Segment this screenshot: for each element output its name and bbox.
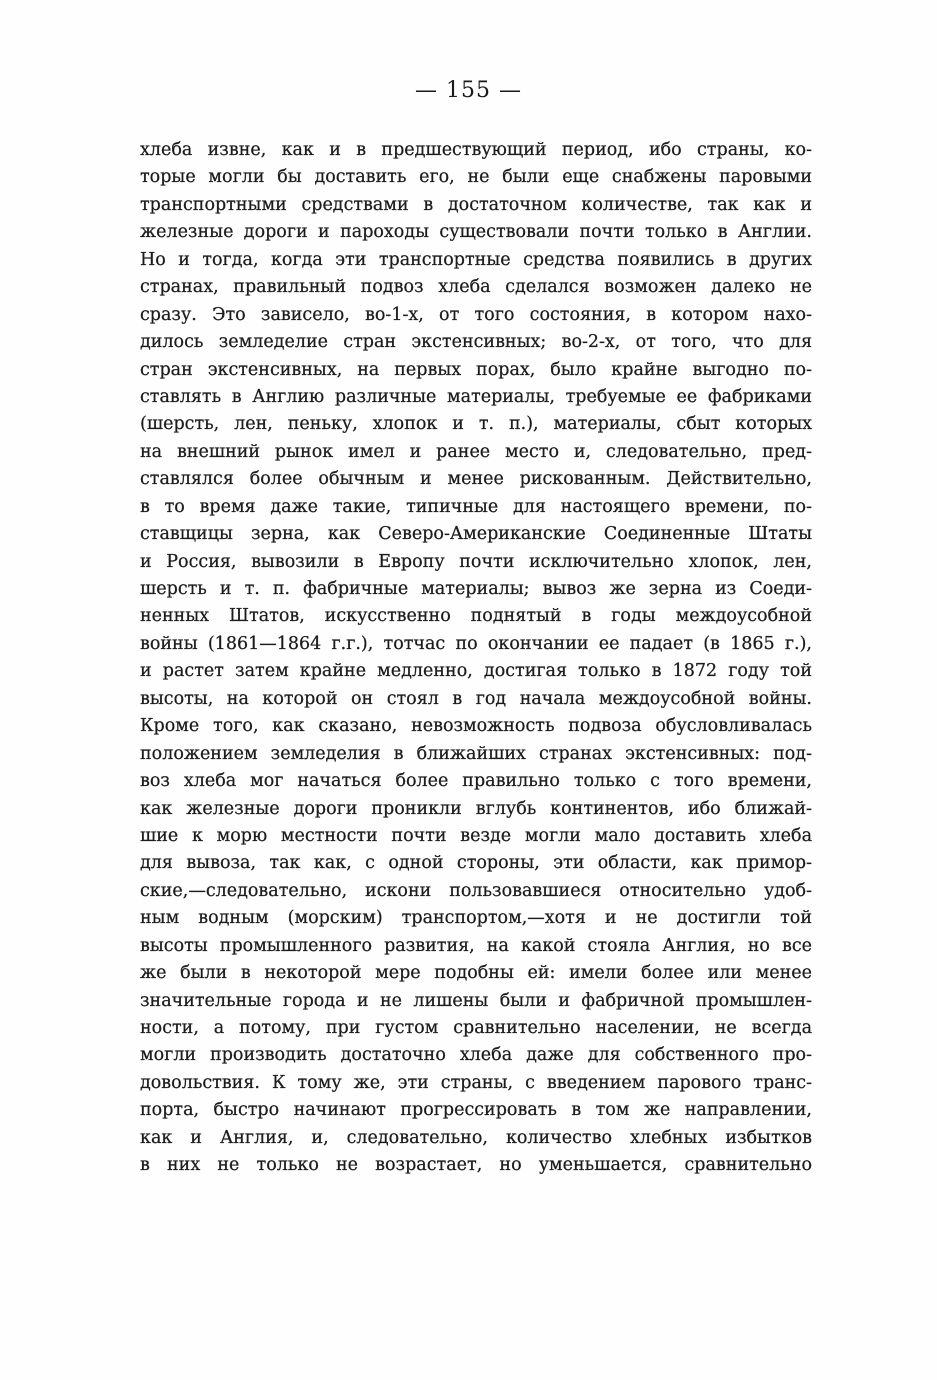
text-line: (шерсть, лен, пеньку, хлопок и т. п.), материалы, сбыт которых (140, 414, 812, 435)
text-line: шерсть и т. п. фабричные материалы; вывоз же зерна из Соеди- (140, 579, 812, 599)
text-line: ставлялся более обычным и менее рискованным. Действительно, (140, 469, 812, 490)
text-line: дилось земледелие стран экстенсивных; во-2-х, от того, что для (140, 332, 812, 353)
text-line: сразу. Это зависело, во-1-х, от того состояния, в котором нахо- (140, 304, 812, 325)
text-line: и Россия, вывозили в Европу почти исключительно хлопок, лен, (140, 551, 812, 572)
text-line: железные дороги и пароходы существовали почти только в Англии. (140, 222, 812, 243)
text-line: ненных Штатов, искусственно поднятый в годы междоусобной (140, 606, 812, 627)
text-line: войны (1861—1864 г.г.), тотчас по окончании ее падает (в 1865 г.), (140, 633, 812, 654)
text-line: высоты промышленного развития, на какой стояла Англия, но все (140, 935, 812, 956)
text-line: как и Англия, и, следовательно, количество хлебных избытков (140, 1127, 812, 1148)
text-line: в то время даже такие, типичные для настоящего времени, по- (140, 496, 812, 517)
text-line: Но и тогда, когда эти транспортные средства появились в других (140, 249, 812, 270)
text-line: для вывоза, так как, с одной стороны, эти области, как примор- (140, 853, 812, 874)
text-line: транспортными средствами в достаточном количестве, так как и (140, 194, 812, 215)
text-line: ставлять в Англию различные материалы, требуемые ее фабриками (140, 386, 812, 407)
text-line: же были в некоторой мере подобны ей: имели более или менее (140, 963, 812, 984)
text-line: ставщицы зерна, как Северо-Американские Соединенные Штаты (140, 524, 812, 545)
text-line: положением земледелия в ближайших странах экстенсивных: под- (140, 743, 812, 764)
body-text (140, 137, 812, 1180)
text-line: на внешний рынок имел и ранее место и, следовательно, пред- (140, 441, 812, 462)
text-line: ские,—следовательно, искони пользовавшиеся относительно удоб- (140, 880, 812, 901)
text-line: шие к морю местности почти везде могли мало доставить хлеба (140, 825, 812, 846)
page-number: — 155 — (415, 78, 522, 103)
text-line: Кроме того, как сказано, невозможность подвоза обусловливалась (140, 716, 812, 737)
text-line: порта, быстро начинают прогрессировать в том же направлении, (140, 1100, 812, 1121)
text-line: высоты, на которой он стоял в год начала междоусобной войны. (140, 688, 812, 709)
text-line: и растет затем крайне медленно, достигая только в 1872 году той (140, 661, 812, 682)
text-line: стран экстенсивных, на первых порах, было крайне выгодно по- (140, 359, 812, 380)
text-line: значительные города и не лишены были и фабричной промышлен- (140, 990, 812, 1011)
text-line: торые могли бы доставить его, не были еще снабжены паровыми (140, 167, 812, 188)
text-line: воз хлеба мог начаться более правильно только с того времени, (140, 771, 812, 792)
text-line: могли производить достаточно хлеба даже для собственного про- (140, 1045, 812, 1066)
text-line: хлеба извне, как и в предшествующий период, ибо страны, ко- (140, 140, 812, 160)
text-line: как железные дороги проникли вглубь континентов, ибо ближай- (140, 798, 812, 819)
text-line: ным водным (морским) транспортом,—хотя и не достигли той (140, 908, 812, 929)
text-line: ности, а потому, при густом сравнительно населении, не всегда (140, 1018, 812, 1038)
text-line: странах, правильный подвоз хлеба сделался возможен далеко не (140, 277, 812, 298)
text-line: довольствия. К тому же, эти страны, с введением парового транс- (140, 1072, 812, 1093)
text-line: в них не только не возрастает, но уменьшается, сравнительно (140, 1155, 812, 1176)
